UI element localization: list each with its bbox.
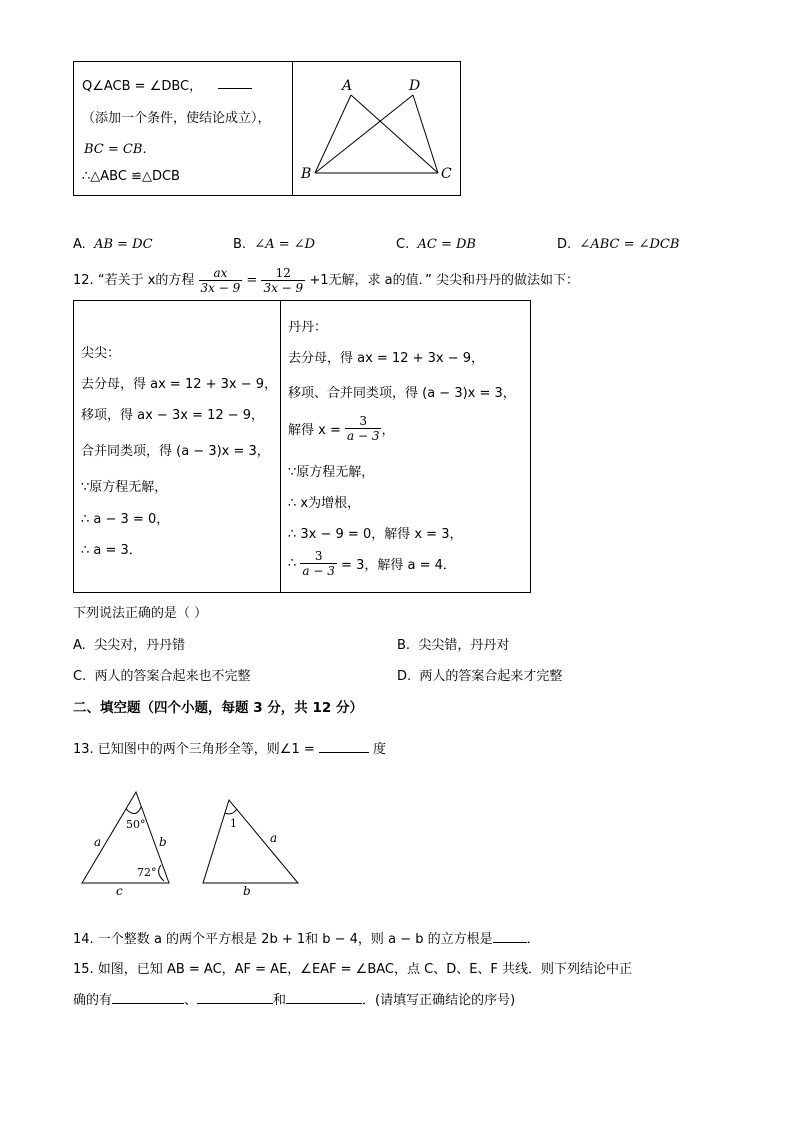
q11-line-4: ∴△ABC ≌△DCB [82,169,180,184]
dandan-line-4: ∵原方程无解， [288,465,375,480]
q13-text: 13. 已知图中的两个三角形全等，则∠1 = 度 [73,742,387,757]
q13-tri1-b: b [159,835,167,849]
dandan-line-7: ∴ $\frac{3}{a - 3}$ = 3，解得 a = 4． [288,549,456,578]
q11-line-3: BC = CB． [84,142,156,157]
jianjian-line-1: 去分母，得 ax = 12 + 3x − 9， [81,377,278,392]
q13-angle-72: 72° [137,866,157,879]
q12-table-divider [280,300,281,593]
jianjian-name: 尖尖： [81,346,121,361]
q12-option-d[interactable]: D. 两人的答案合起来才完整 [397,669,563,684]
q14-text: 14. 一个整数 a 的两个平方根是 2b + 1和 b − 4，则 a − b 的立方根是 ． [73,932,540,947]
q12-stem-pre: “若关于 x的方程 [97,273,195,288]
q13-answer-blank[interactable] [319,740,369,753]
q11-option-c[interactable]: C. AC = DB [396,237,476,252]
jianjian-line-2: 移项，得 ax − 3x = 12 − 9， [81,408,265,423]
q15-line-1: 15. 如图，已知 AB = AC，AF = AE，∠EAF = ∠BAC，点 C、D、E、F 共线．则下列结论中正 [73,962,633,977]
q11-option-a[interactable]: A. AB = DC [73,237,153,252]
q13-tri1-c: c [116,884,123,898]
q13-angle-1: 1 [230,817,237,830]
q12-number: 12. [73,273,94,288]
jianjian-line-6: ∴ a = 3． [81,543,142,558]
q11-label-B: B [301,166,312,182]
jianjian-line-3: 合并同类项，得 (a − 3)x = 3， [81,444,270,459]
q13-tri2-a: a [270,831,278,845]
dandan-line-2: 移项、合并同类项，得 (a − 3)x = 3， [288,386,516,401]
q11-label-A: A [342,78,353,94]
q12-question: 下列说法正确的是（ ） [73,606,208,621]
q12-stem: 12. “若关于 x的方程 $\frac{ax}{3x - 9}$ = $\frac{12}{3x - 9}$ +1无解，求 a的值．” 尖尖和丹丹的做法如下： [73,266,579,295]
q11-line-1: Q∠ACB = ∠DBC， [82,79,203,94]
q13-angle-50: 50° [126,818,146,831]
dandan-line-6: ∴ 3x − 9 = 0，解得 x = 3， [288,527,463,542]
q15-answer-blank-2[interactable] [197,991,273,1004]
dandan-line-1: 去分母，得 ax = 12 + 3x − 9， [288,351,485,366]
section-2-title: 二、填空题（四个小题，每题 3 分，共 12 分） [73,700,363,716]
q15-answer-blank-1[interactable] [112,991,184,1004]
q14-answer-blank[interactable] [493,930,527,943]
q13-tri2-b: b [243,884,251,898]
q12-option-a[interactable]: A. 尖尖对，丹丹错 [73,638,186,653]
q12-option-c[interactable]: C. 两人的答案合起来也不完整 [73,669,251,684]
q12-fraction-2: $\frac{12}{3x - 9}$ [263,266,304,295]
q12-option-b[interactable]: B. 尖尖错，丹丹对 [397,638,510,653]
q11-answer-blank[interactable] [218,76,252,89]
q15-answer-blank-3[interactable] [286,991,362,1004]
jianjian-line-5: ∴ a − 3 = 0， [81,512,170,527]
q12-fraction-1: $\frac{ax}{3x - 9}$ [200,266,241,295]
q11-line-2: （添加一个条件，使结论成立）， [82,111,271,126]
q11-option-b[interactable]: B. ∠A = ∠D [233,237,316,252]
q11-triangle-figure [293,62,460,195]
q13-tri1-a: a [94,835,102,849]
dandan-line-3: 解得 x = $\frac{3}{a - 3}$ ， [288,414,395,443]
q11-label-D: D [409,78,421,94]
q15-line-2: 确的有 、 和 ．(请填写正确结论的序号) [73,993,516,1008]
dandan-fraction-2: $\frac{3}{a - 3}$ [302,549,335,578]
dandan-fraction-1: $\frac{3}{a - 3}$ [347,414,380,443]
dandan-line-5: ∴ x为增根， [288,496,361,511]
jianjian-line-4: ∵原方程无解， [81,480,168,495]
dandan-name: 丹丹： [288,320,328,335]
q12-stem-post: +1无解，求 a的值．” 尖尖和丹丹的做法如下： [309,273,579,288]
q13-triangles-figure [75,785,310,900]
q11-label-C: C [441,166,452,182]
q11-option-d[interactable]: D. ∠ABC = ∠DCB [557,237,680,252]
